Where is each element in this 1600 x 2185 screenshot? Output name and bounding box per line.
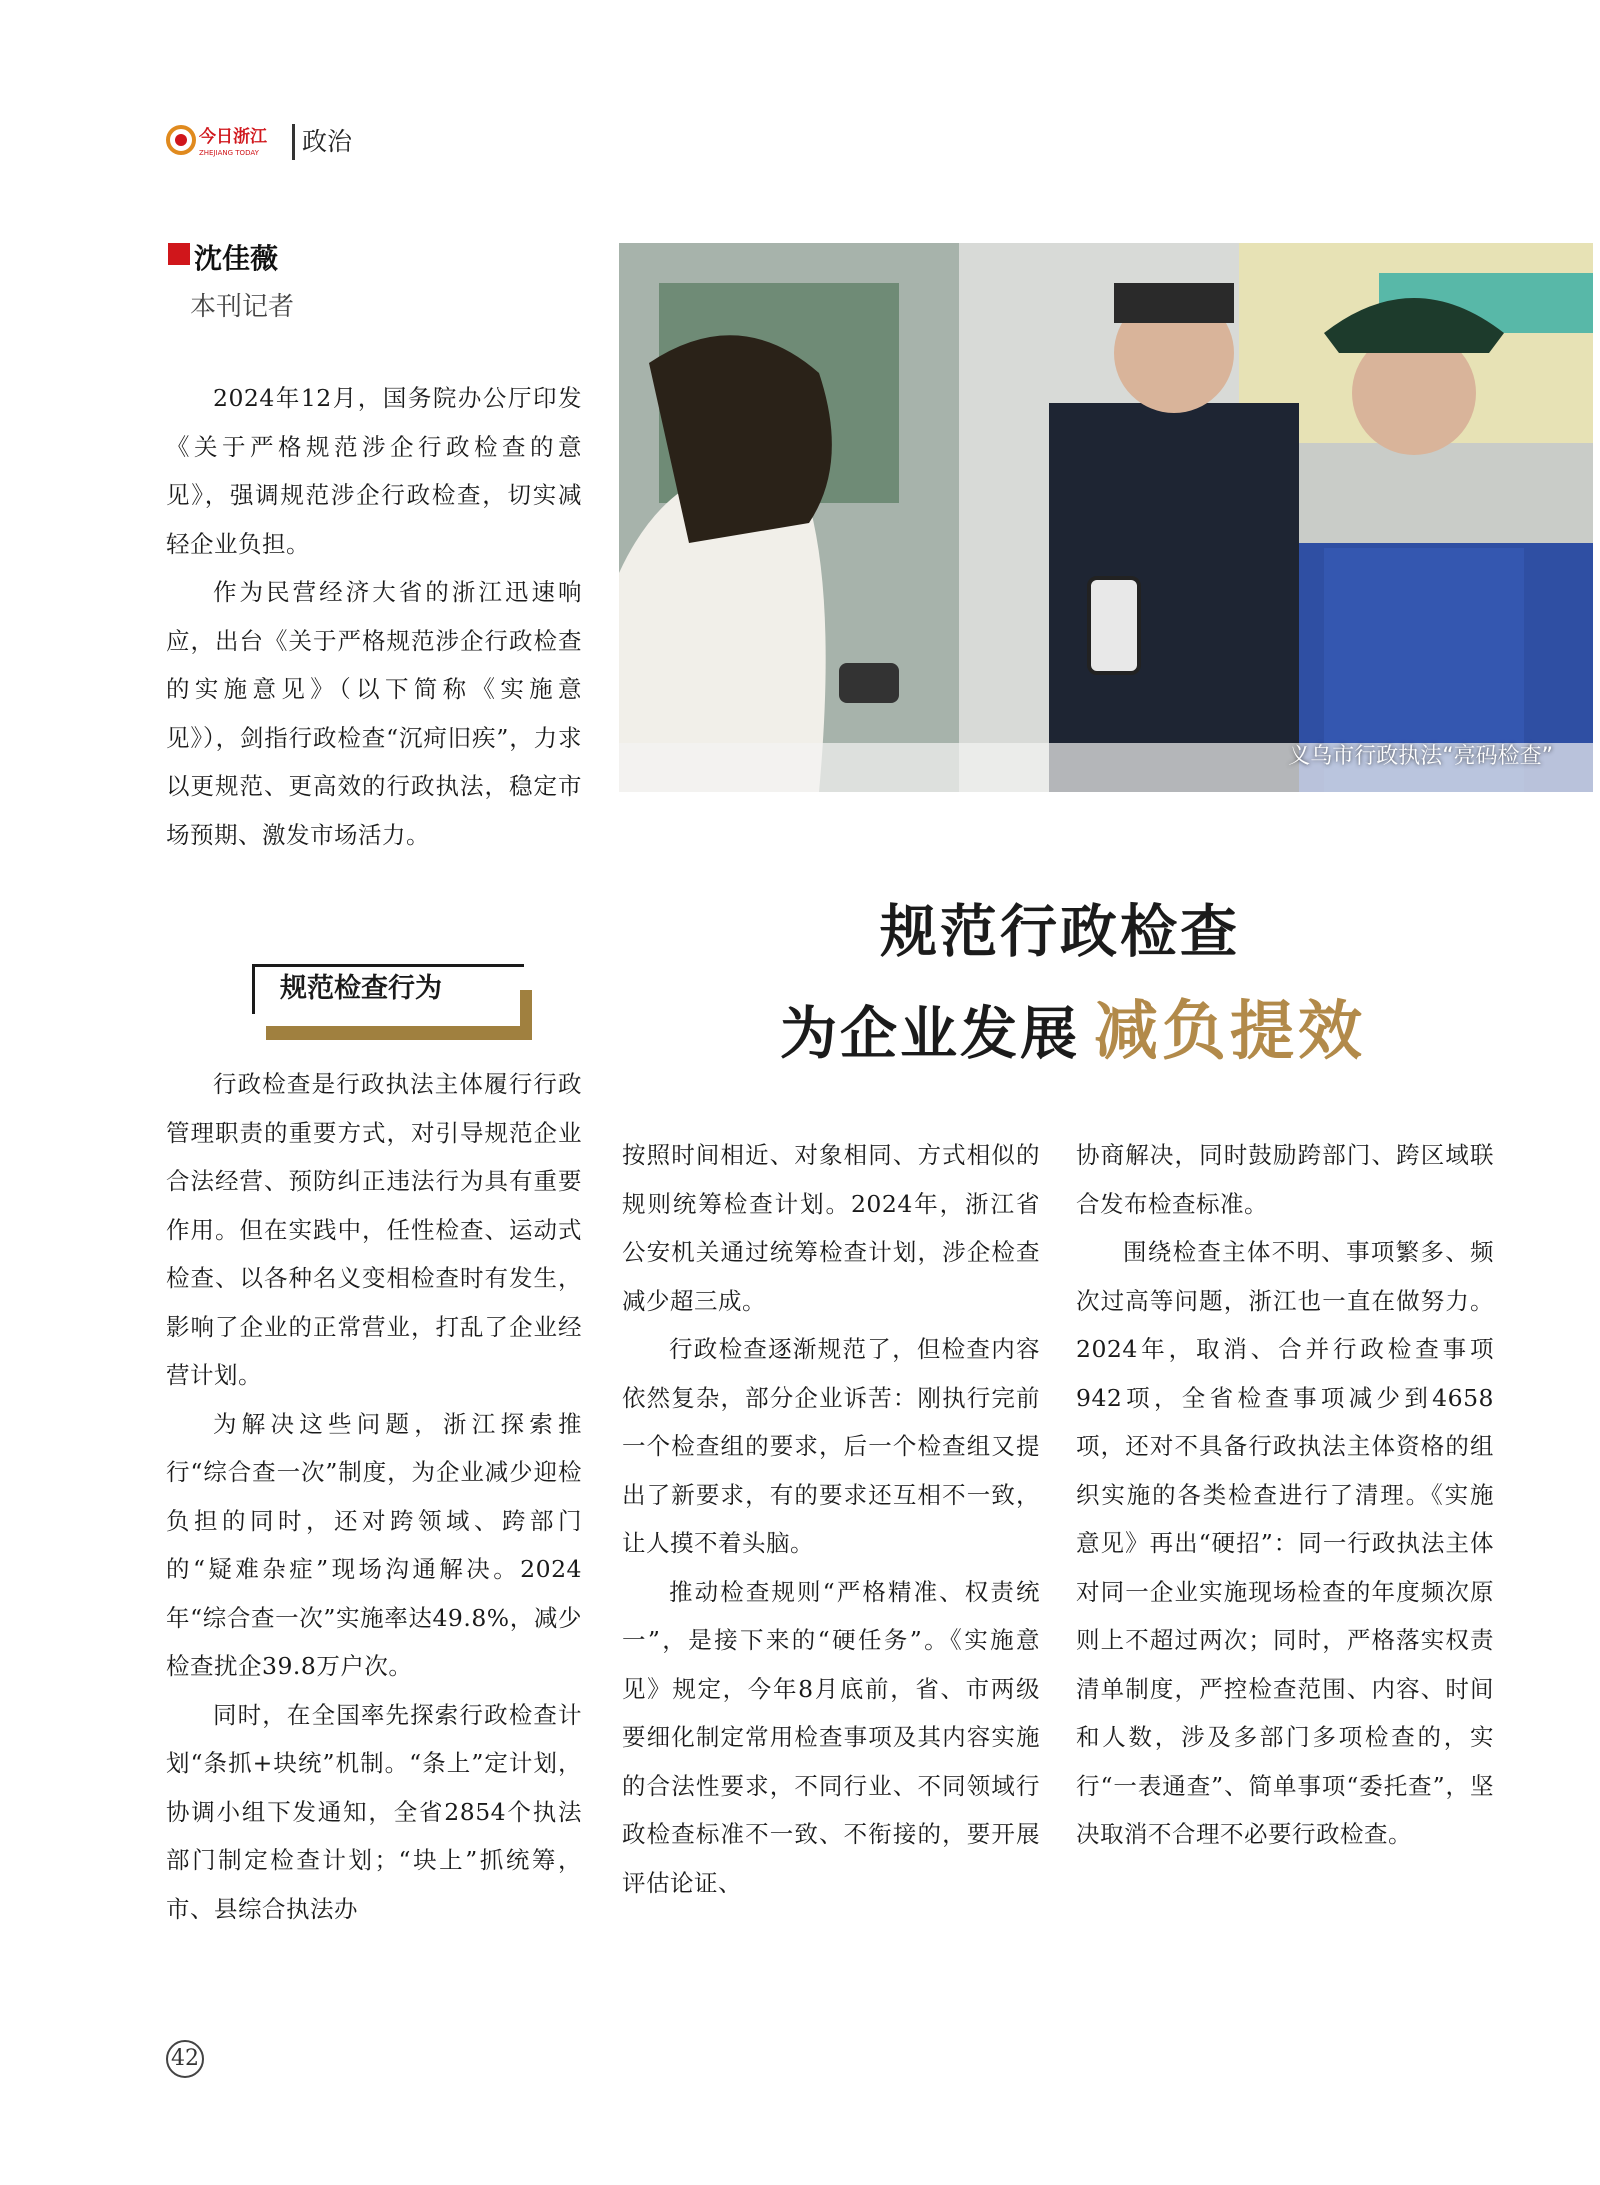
paragraph: 协商解决，同时鼓励跨部门、跨区域联合发布检查标准。 <box>1076 1141 1494 1218</box>
column-1 <box>166 1060 582 1933</box>
paragraph: 行政检查是行政执法主体履行行政管理职责的重要方式，对引导规范企业合法经营、预防纠正违法行为具有重要作用。但在实践中，任性检查、运动式检查、以各种名义变相检查时有发生，影响了企业的正常营业，打乱了企业经营计划。 <box>166 1070 582 1389</box>
section-label: 政治 <box>302 127 353 156</box>
column-2 <box>622 1131 1040 1907</box>
logo-subtext: ZHEJIANG TODAY <box>199 149 259 157</box>
paragraph: 按照时间相近、对象相同、方式相似的规则统筹检查计划。2024年，浙江省公安机关通过统筹检查计划，涉企检查减少超三成。 <box>622 1141 1040 1315</box>
headline-accent: 减负提效 <box>1094 995 1366 1069</box>
paragraph: 围绕检查主体不明、事项繁多、频次过高等问题，浙江也一直在做努力。2024年，取消、合并行政检查事项942项，全省检查事项减少到4658项，还对不具备行政执法主体资格的组织实施的各类检查进行了清理。《实施意见》再出“硬招”：同一行政执法主体对同一企业实施现场检查的年度频次原则上不超过两次；同时，严格落实权责清单制度，严控检查范围、内容、时间和人数，涉及多部门多项检查的，实行“一表通查”、简单事项“委托查”，坚决取消不合理不必要行政检查。 <box>1076 1238 1494 1848</box>
intro-text <box>166 374 582 859</box>
author-marker <box>168 243 190 265</box>
paragraph: 为解决这些问题，浙江探索推行“综合查一次”制度，为企业减少迎检负担的同时，还对跨领域、跨部门的“疑难杂症”现场沟通解决。2024年“综合查一次”实施率达49.8%，减少检查扰企39.8万户次。 <box>166 1409 582 1680</box>
subhead-frame-left <box>252 964 255 1014</box>
column-3 <box>1076 1131 1494 1859</box>
paragraph: 作为民营经济大省的浙江迅速响应，出台《关于严格规范涉企行政检查的实施意见》（以下简称《实施意见》），剑指行政检查“沉疴旧疾”，力求以更规范、更高效的行政执法，稳定市场预期、激发市场活力。 <box>166 578 582 849</box>
header-divider <box>292 124 295 160</box>
author-role: 本刊记者 <box>190 292 295 322</box>
paragraph: 行政检查逐渐规范了，但检查内容依然复杂，部分企业诉苦：刚执行完前一个检查组的要求，后一个检查组又提出了新要求，有的要求还互相不一致，让人摸不着头脑。 <box>622 1335 1040 1557</box>
paragraph: 推动检查规则“严格精准、权责统一”，是接下来的“硬任务”。《实施意见》规定，今年8月底前，省、市两级要细化制定常用检查事项及其内容实施的合法性要求，不同行业、不同领域行政检查标准不一致、不衔接的，要开展评估论证、 <box>622 1577 1040 1897</box>
logo-text: 今日浙江 <box>199 127 267 147</box>
page-number-value: 42 <box>166 2040 204 2078</box>
magazine-logo <box>165 122 293 158</box>
author-name: 沈佳薇 <box>194 242 279 275</box>
article-photo <box>619 243 1593 792</box>
headline-line-2 <box>780 980 1366 1072</box>
page-number <box>166 2040 204 2078</box>
headline-line-2-main: 为企业发展 <box>780 1001 1080 1067</box>
headline-line-1: 规范行政检查 <box>880 899 1240 965</box>
photo-caption: 义乌市行政执法“亮码检查” <box>1288 744 1553 769</box>
subhead-bar-horizontal <box>266 1026 532 1040</box>
paragraph: 2024年12月，国务院办公厅印发《关于严格规范涉企行政检查的意见》，强调规范涉企行政检查，切实减轻企业负担。 <box>166 384 582 558</box>
subhead-title: 规范检查行为 <box>280 973 442 1004</box>
paragraph: 同时，在全国率先探索行政检查计划“条抓+块统”机制。“条上”定计划，协调小组下发通知，全省2854个执法部门制定检查计划；“块上”抓统筹，市、县综合执法办 <box>166 1700 582 1923</box>
